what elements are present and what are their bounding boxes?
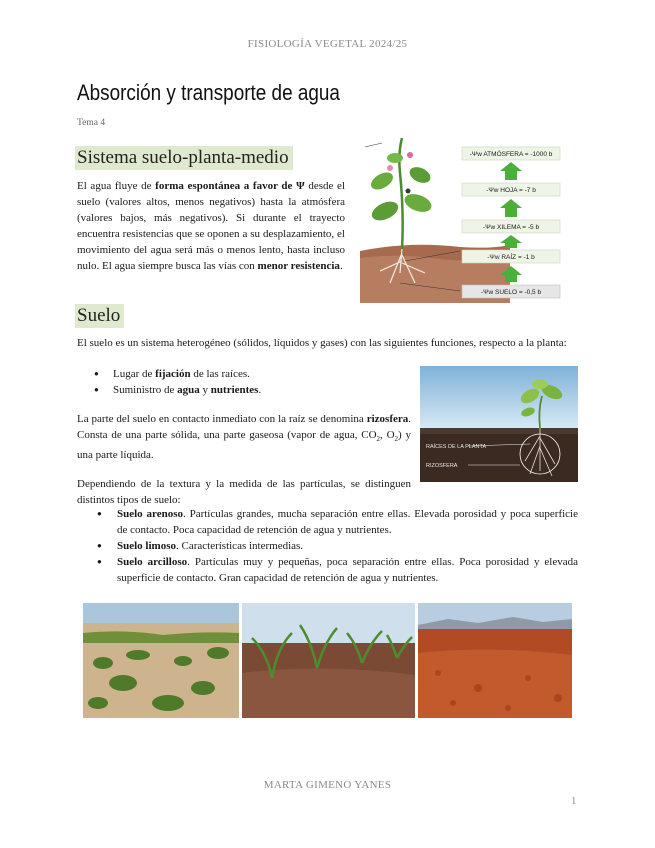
- soil-intro-paragraph: El suelo es un sistema heterogéneo (sólidos, líquidos y gases) con las siguientes funciones, respecto a la planta:: [77, 337, 567, 349]
- soil-types-list: [77, 506, 578, 586]
- list-item: ● Suministro de agua y nutrientes.: [91, 382, 411, 398]
- bold-run: menor resistencia: [257, 260, 340, 272]
- text-run: desde el suelo (valores altos, menos negativos) hasta la atmósfera (valores bajos, más negativos). Si durante el trayecto encuentra resistencias que se oponen a su desplazamiento, el movimiento del agua será más o menos lento, hasta incluso nulo. El agua siempre busca las vías con: [77, 180, 345, 272]
- label-soil: -Ψw SUELO = -0,5 b: [480, 289, 542, 296]
- page-footer-author: MARTA GIMENO YANES: [263, 779, 392, 791]
- silty-soil-photo: [242, 603, 415, 718]
- heading-text: Suelo: [75, 304, 124, 328]
- label-leaf: -Ψw HOJA = -7 b: [486, 187, 536, 194]
- soil-functions-list: [91, 366, 411, 398]
- label-root: -Ψw RAÍZ = -1 b: [487, 254, 535, 261]
- label-plant-roots: RAÍCES DE LA PLANTA: [426, 444, 487, 450]
- rhizosphere-paragraph: La parte del suelo en contacto inmediato con la raíz se denomina rizosfera. Consta de una parte sólida, una parte gaseosa (vapor de agua, $CO_2$, $O_2$) y una parte líquida.: [77, 413, 411, 462]
- list-item: ● Lugar de fijación de las raíces.: [91, 366, 411, 382]
- heading-text: Sistema suelo-planta-medio: [75, 146, 293, 170]
- label-atmosphere: -Ψw ATMÓSFERA = -1000 b: [469, 151, 553, 158]
- section-heading-soil: [75, 305, 124, 327]
- list-item-sandy: ● Suelo arenoso. Partículas grandes, mucha separación entre ellas. Elevada porosidad y poca superficie de contacto. Poca capacidad de retención de agua y nutrientes.: [77, 506, 578, 538]
- bold-run: forma espontánea a favor de Ψ: [155, 180, 305, 192]
- water-potential-figure: [360, 133, 580, 303]
- page-number: 1: [571, 795, 577, 807]
- document-title: Absorción y transporte de agua: [77, 80, 340, 105]
- label-rhizosphere: RIZOSFERA: [426, 463, 458, 469]
- text-run: .: [339, 260, 343, 272]
- list-item-silty: ● Suelo limoso. Características intermedias.: [77, 538, 578, 554]
- list-item-clay: ● Suelo arcilloso. Partículas muy y pequeñas, poca separación entre ellas. Poca porosidad y elevada superficie de contacto. Gran capacidad de retención de agua y nutrientes.: [77, 554, 578, 586]
- document-subtitle: Tema 4: [77, 118, 106, 128]
- text-run: El agua fluye de: [77, 180, 156, 192]
- sandy-soil-photo: [83, 603, 239, 718]
- label-xylem: -Ψw XILEMA = -5 b: [482, 224, 540, 231]
- water-flow-paragraph: [77, 178, 345, 274]
- rhizosphere-figure: [420, 366, 578, 482]
- page-header: FISIOLOGÍA VEGETAL 2024/25: [247, 38, 408, 50]
- section-heading-soil-plant: [75, 147, 293, 169]
- texture-intro-paragraph: Dependiendo de la textura y la medida de las partículas, se distinguen distintos tipos de suelo:: [77, 478, 411, 506]
- clay-soil-photo: [418, 603, 572, 718]
